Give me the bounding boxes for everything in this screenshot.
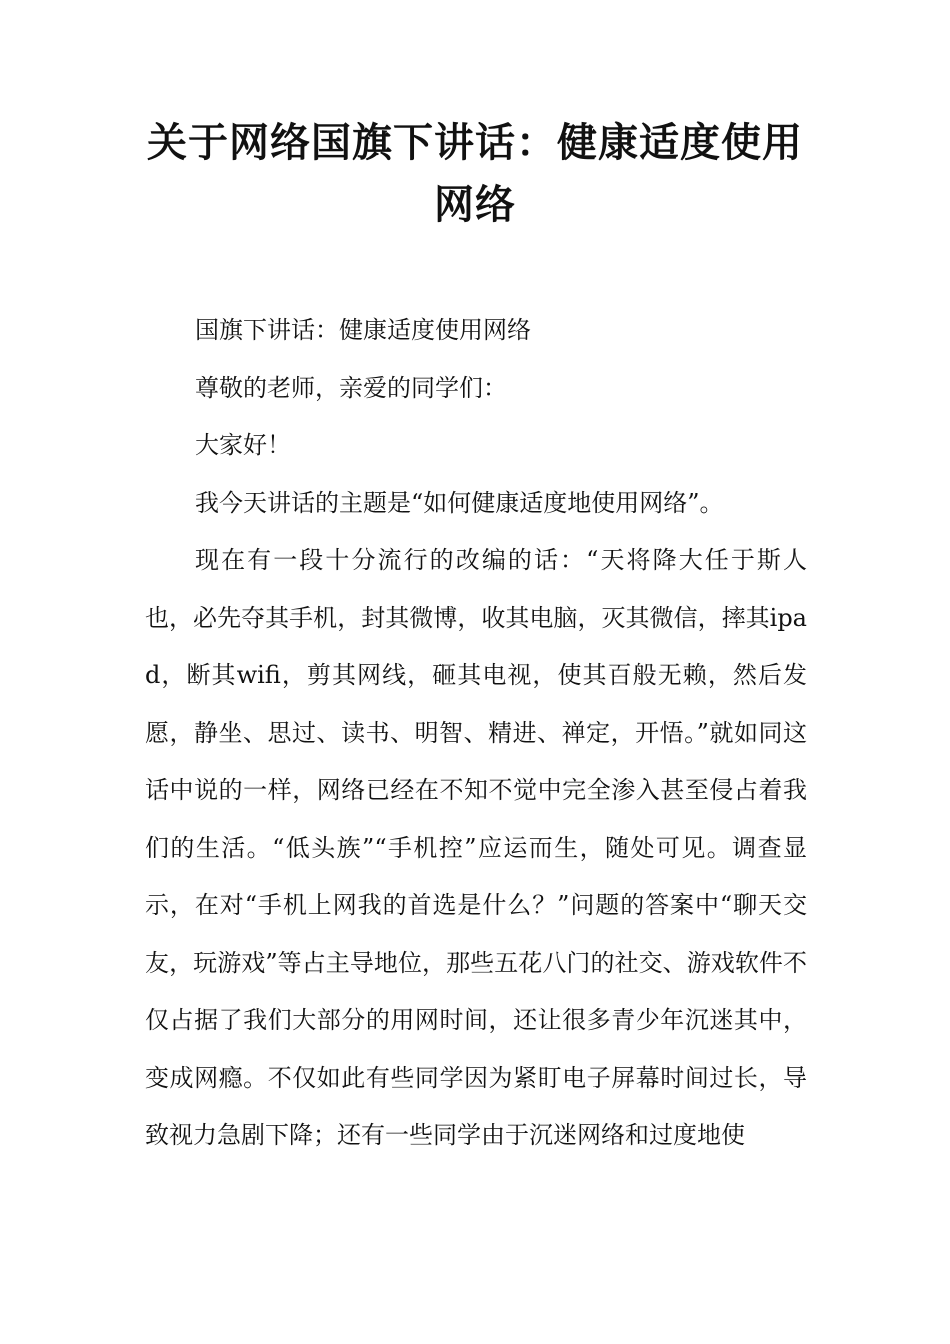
paragraph-topic: 我今天讲话的主题是“如何健康适度地使用网络”。 (195, 488, 724, 517)
paragraph-heading: 国旗下讲话：健康适度使用网络 (195, 316, 531, 344)
document-title: 关于网络国旗下讲话：健康适度使用网络 (147, 120, 803, 228)
paragraph-greeting: 大家好！ (195, 431, 291, 459)
paragraph-salutation: 尊敬的老师，亲爱的同学们： (195, 373, 507, 402)
paragraph-main: 现在有一段十分流行的改编的话：“天将降大任于斯人也，必先夺其手机，封其微博，收其电脑，灭其微信，摔其ipad，断其wifi，剪其网线，砸其电视，使其百般无赖，然后发愿，静坐、思过、读书、明智、精进、禅定，开悟。”就如同这话中说的一样，网络已经在不知不觉中完全渗入甚至侵占着我们的生活。“低头族”“手机控”应运而生，随处可见。调查显示，在对“手机上网我的首选是什么？”问题的答案中“聊天交友，玩游戏”等占主导地位，那些五花八门的社交、游戏软件不仅占据了我们大部分的用网时间，还让很多青少年沉迷其中，变成网瘾。不仅如此有些同学因为紧盯电子屏幕时间过长，导致视力急剧下降；还有一些同学由于沉迷网络和过度地使 (145, 546, 807, 1149)
document-body (145, 302, 807, 1165)
